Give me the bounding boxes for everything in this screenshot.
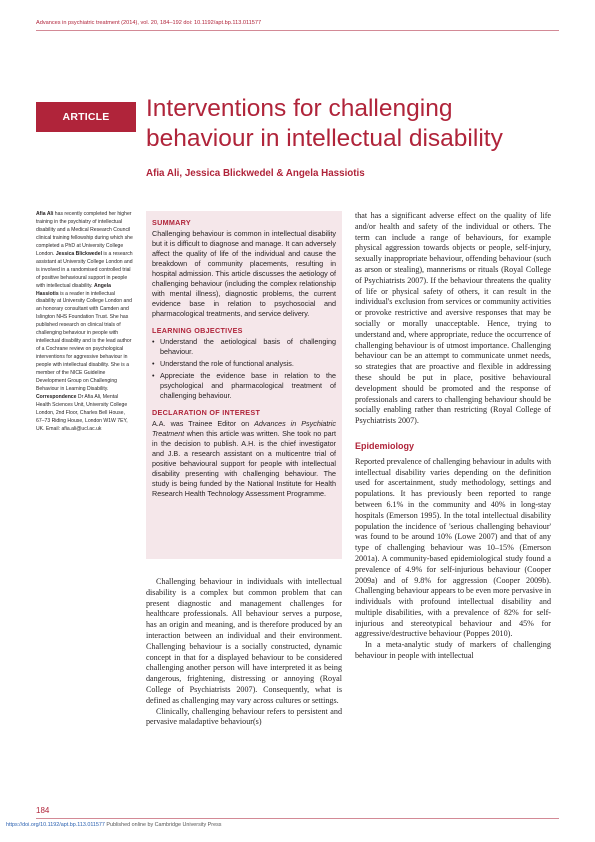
correspondence-text: Dr Afia Ali, Mental Health Sciences Unit, University College London, 2nd Floor, Charles Bell House, 67–73 Riding House, London W1W 7EY, UK. Email: afia.ali@ucl.ac.uk — [36, 393, 128, 432]
footer-rule — [36, 818, 559, 819]
author-list: Afia Ali, Jessica Blickwedel & Angela Hassiotis — [146, 168, 365, 179]
declaration-text-part: when this article was written. She took no part in the decision to publish. A.H. is the chief investigator and J.B. a research assistant on a multicentre trial of positive behavioural support for people with intellectual disability presenting with challenging behaviour. The study is being funded by the National Institute for Health Research Health Technology Assessment Programme. — [152, 429, 336, 498]
body-paragraph: that has a significant adverse effect on the quality of life and/or health and safety of the individual or others. The term can include a range of behaviours, for example physical aggression towards objects or people, self-injury, sexually inappropriate behaviour, offending behaviour (such as arson or stealing), mannerisms or rituals (Royal College of Psychiatrists 2007). If the behaviour threatens the quality of life or physical safety of others, it can result in the individual's exclusion from services or community activities or provoke restrictive and aversive responses that may be socially or morally unacceptable. Hence, trying to understand and, where appropriate, reduce the occurrence of challenging behaviour is of utmost importance. Challenging behaviour can be an attempt to communicate unmet needs, so strategies that are proactive and flexible in addressing these should be put in place, positive behavioural development should be promoted and the response of professionals and carers to challenging behaviour should be socially enabling rather than restricting (Royal College of Psychiatrists 2007). — [355, 211, 551, 426]
bio-text: is a research assistant at University College London and is involved in a randomised controlled trial of positive behavioural support in people with intellectual disability. — [36, 250, 133, 289]
section-heading-epidemiology: Epidemiology — [355, 440, 415, 451]
bio-text: is a reader in intellectual disability at University College London and an honorary consultant with Camden and Islington NHS Foundation Trust. She has published research on clinical trials of challenging behaviour in people with intellectual disability and is the lead author of a Cochrane review on psychological interventions for aggressive behaviour in people with intellectual disability. She is a member of the NICE Guideline Development Group on Challenging Behaviour in Learning Disability. — [36, 290, 132, 392]
learning-objectives-list — [152, 337, 336, 401]
declaration-heading: DECLARATION OF INTEREST — [152, 408, 261, 417]
bio-author-name: Afia Ali — [36, 211, 54, 217]
page-number: 184 — [36, 806, 50, 815]
body-column-right — [355, 211, 551, 662]
journal-name: Advances in Psychiatric Treatment — [152, 419, 336, 438]
bio-text: has recently completed her higher training in the psychiatry of intellectual disability and a Medical Research Council clinical training fellowship during which she completed a PhD at University College London. — [36, 211, 133, 257]
header-rule — [36, 30, 559, 31]
list-item: • Appreciate the evidence base in relation to the psychological and pharmacological treatment of challenging behaviour. — [152, 371, 336, 401]
title-line-2: behaviour in intellectual disability — [146, 124, 503, 152]
article-title — [146, 94, 566, 153]
article-type-badge: ARTICLE — [36, 102, 136, 132]
body-paragraph: Challenging behaviour in individuals with intellectual disability is a complex but common problem that can present diagnostic and management challenges for healthcare professionals. All behaviour serves a purpose, has an origin and meaning, and is therefore produced by an interaction between an individual and their environment. Challenging behaviour is a socially constructed, dynamic concept in that for a displayed behaviour to be considered challenging another person will have interpreted it as being dangerous, frightening, distressing or annoying (Royal College of Psychiatrists 2007). Consequently, what is defined as challenging may vary across cultures or settings. — [146, 577, 342, 705]
summary-text: Challenging behaviour is common in intellectual disability but it is difficult to diagnose and manage. It can adversely affect the quality of life of the individual and cause the breakdown of community placements, resulting in hospital admission. This article discusses the aetiology of challenging behaviour (including the complex relationship with mental illness), diagnostic problems, the current evidence base in relation to psychosocial and pharmacological treatments, and service delivery. — [152, 229, 336, 318]
declaration-text — [152, 419, 336, 499]
journal-header: Advances in psychiatric treatment (2014), vol. 20, 184–192 doi: 10.1192/apt.bp.113.011577 — [36, 20, 262, 26]
list-item: • Understand the role of functional analysis. — [152, 359, 336, 369]
body-paragraph: Clinically, challenging behaviour refers to persistent and pervasive maladaptive behaviour(s) — [146, 706, 342, 727]
publisher-note: Published online by Cambridge University Press — [104, 822, 222, 828]
declaration-text-part: A.A. was Trainee Editor on — [152, 419, 255, 428]
doi-link[interactable]: https://doi.org/10.1192/apt.bp.113.011577 — [6, 822, 105, 828]
summary-box — [146, 211, 342, 559]
learning-objectives-heading: LEARNING OBJECTIVES — [152, 326, 243, 335]
body-paragraph: Reported prevalence of challenging behaviour in adults with intellectual disability varies depending on the definition used for ascertainment, study methodology, settings and populations. It has previously been reported to range between 6.1% in the community and 40% in long-stay hospitals (Emerson 1995). In the total intellectual disability population the incidence of 'serious challenging behaviour' was found to be around 10% (Lowe 2007) and that of any type of challenging behaviour was 10–15% (Emerson 2001a). A community-based epidemiological study found a prevalence of 4.9% for self-injurious behaviour (Cooper 2009a) and of 9.8% for aggression (Cooper 2009b). Challenging behaviour appears to be even more pervasive in individuals with profound intellectual disability and multiple disabilities, with a prevalence of 82% for self-injurious and stereotypical behaviour and 45% for aggressive/destructive behaviour (Poppes 2010). — [355, 456, 551, 639]
correspondence-label: Correspondence — [36, 393, 77, 400]
footer — [6, 822, 221, 828]
body-column-left — [146, 577, 342, 728]
list-item: • Understand the aetiological basis of challenging behaviour. — [152, 337, 336, 357]
summary-heading: SUMMARY — [152, 218, 191, 227]
title-line-1: Interventions for challenging — [146, 95, 453, 122]
body-paragraph: In a meta-analytic study of markers of challenging behaviour in people with intellectual — [355, 640, 551, 661]
bio-author-name: Angela Hassiotis — [36, 282, 111, 297]
bio-author-name: Jessica Blickwedel — [55, 250, 102, 257]
author-bio — [36, 211, 134, 434]
